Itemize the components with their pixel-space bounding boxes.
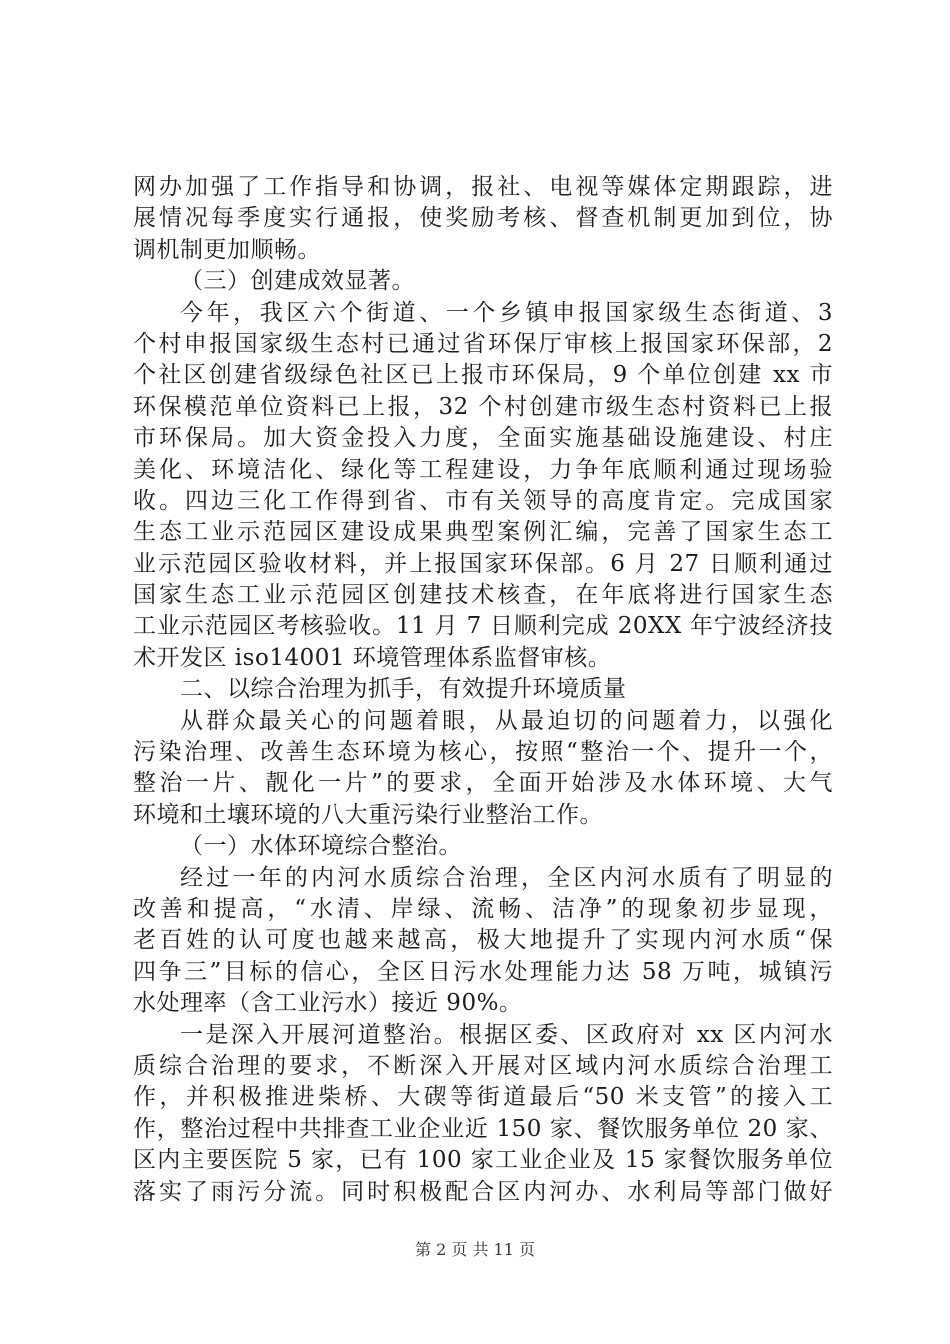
text-line: 网办加强了工作指导和协调，报社、电视等媒体定期跟踪，进 bbox=[133, 174, 833, 200]
text-line: 展情况每季度实行通报，使奖励考核、督查机制更加到位，协 bbox=[133, 205, 833, 232]
text-line: 术开发区 iso14001 环境管理体系监督审核。 bbox=[133, 644, 612, 671]
text-line: （一）水体环境综合整治。 bbox=[180, 833, 462, 860]
text-line: 从群众最关心的问题着眼，从最迫切的问题着力，以强化 bbox=[180, 707, 833, 734]
document-body bbox=[133, 172, 833, 1208]
text-line: 调机制更加顺畅。 bbox=[133, 236, 321, 263]
text-line: 水处理率（含工业污水）接近 90%。 bbox=[133, 990, 523, 1017]
text-line: 作，整治过程中共排查工业企业近 150 家、餐饮服务单位 20 家、 bbox=[133, 1115, 833, 1142]
text-line: 业示范园区验收材料，并上报国家环保部。6 月 27 日顺利通过 bbox=[133, 550, 833, 577]
text-line: 市环保局。加大资金投入力度，全面实施基础设施建设、村庄 bbox=[133, 425, 833, 452]
text-line: 四争三”目标的信心，全区日污水处理能力达 58 万吨，城镇污 bbox=[133, 958, 833, 985]
text-line: 作，并积极推进柴桥、大碶等街道最后“50 米支管”的接入工 bbox=[133, 1084, 833, 1111]
text-line: 个社区创建省级绿色社区已上报市环保局，9 个单位创建 xx 市 bbox=[133, 362, 833, 389]
text-line: 老百姓的认可度也越来越高，极大地提升了实现内河水质“保 bbox=[133, 927, 833, 954]
text-line: 二、以综合治理为抓手，有效提升环境质量 bbox=[180, 676, 627, 703]
text-line: 工业示范园区考核验收。11 月 7 日顺利完成 20XX 年宁波经济技 bbox=[133, 613, 833, 640]
text-line: （三）创建成效显著。 bbox=[180, 268, 415, 295]
text-line: 质综合治理的要求，不断深入开展对区域内河水质综合治理工 bbox=[133, 1052, 833, 1079]
text-line: 污染治理、改善生态环境为核心，按照“整治一个、提升一个， bbox=[133, 739, 833, 766]
text-line: 环境和土壤环境的八大重污染行业整治工作。 bbox=[133, 801, 603, 828]
text-line: 落实了雨污分流。同时积极配合区内河办、水利局等部门做好 bbox=[133, 1178, 833, 1205]
text-line: 环保模范单位资料已上报，32 个村创建市级生态村资料已上报 bbox=[133, 393, 833, 420]
text-line: 收。四边三化工作得到省、市有关领导的高度肯定。完成国家 bbox=[133, 487, 833, 514]
text-line: 美化、环境洁化、绿化等工程建设，力争年底顺利通过现场验 bbox=[133, 456, 833, 483]
text-line: 整治一片、靓化一片”的要求，全面开始涉及水体环境、大气 bbox=[133, 770, 833, 797]
text-line: 经过一年的内河水质综合治理，全区内河水质有了明显的 bbox=[180, 864, 833, 891]
text-line: 改善和提高，“水清、岸绿、流畅、洁净”的现象初步显现， bbox=[133, 895, 833, 922]
text-line: 国家生态工业示范园区创建技术核查，在年底将进行国家生态 bbox=[133, 582, 833, 609]
text-line: 个村申报国家级生态村已通过省环保厅审核上报国家环保部，2 bbox=[133, 330, 833, 357]
page-footer: 第 2 页 共 11 页 bbox=[415, 1240, 535, 1259]
text-line: 区内主要医院 5 家，已有 100 家工业企业及 15 家餐饮服务单位 bbox=[133, 1147, 833, 1174]
text-line: 生态工业示范园区建设成果典型案例汇编，完善了国家生态工 bbox=[133, 519, 833, 546]
text-line: 今年，我区六个街道、一个乡镇申报国家级生态街道、3 bbox=[180, 299, 833, 326]
text-line: 一是深入开展河道整治。根据区委、区政府对 xx 区内河水 bbox=[180, 1021, 833, 1048]
